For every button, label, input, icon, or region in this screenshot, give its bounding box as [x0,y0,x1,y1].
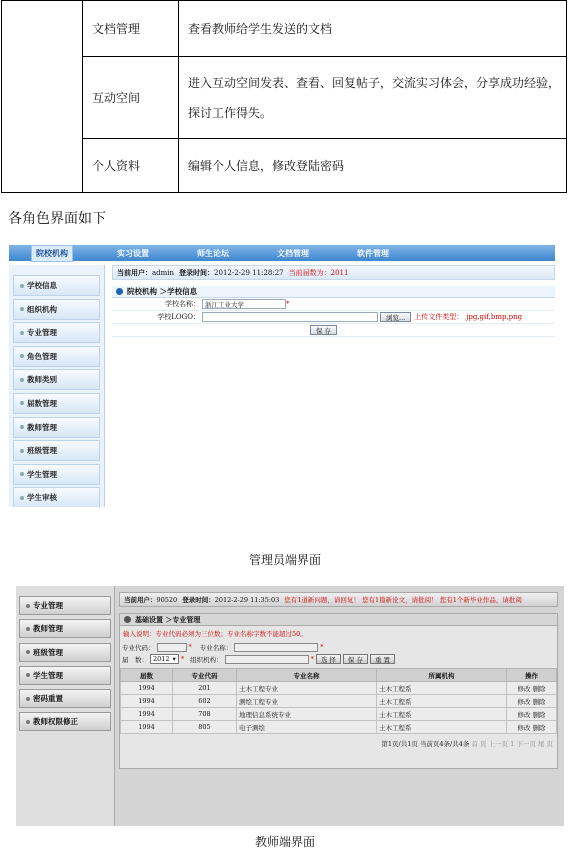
delete-link[interactable]: 删除 [532,723,546,732]
code-input[interactable] [157,643,187,652]
cell-org: 土木工程系 [377,695,507,708]
required-mark: * [286,300,290,308]
name-label: 专业名称： [199,643,233,652]
bullet-icon [20,284,24,288]
function-name: 互动空间 [83,57,179,139]
cell-session: 1994 [121,682,173,695]
col-session: 届数 [121,669,173,682]
sidebar-item-majors[interactable] [19,596,111,615]
cell-session: 1994 [121,721,173,734]
org-label: 组织机构： [190,655,223,664]
sidebar-item-label: 组织机构 [27,304,57,314]
teacher-caption: 教师端界面 [255,835,316,849]
table-header [121,669,557,682]
sidebar-item-password-reset[interactable] [19,689,111,708]
sidebar-item-label: 密码重置 [33,694,63,704]
nav-internship-settings[interactable]: 实习设置 [117,247,149,258]
form-row-school-name [112,298,555,311]
sidebar-item-teachers[interactable] [13,417,100,438]
table-row [121,721,557,734]
required-mark: * [188,643,192,651]
bullet-icon [26,604,30,608]
sidebar-item-classes[interactable] [13,440,100,461]
cell-name: 土木工程专业 [237,682,377,695]
input-note: 输入说明：专业代码必须为三位数；专业名称字数不能超过50。 [123,630,307,638]
table-row [2,139,567,193]
bullet-icon [20,472,24,476]
bullet-icon [20,401,24,405]
sidebar-item-label: 专业管理 [33,601,63,610]
cell-org: 土木工程系 [377,721,507,734]
admin-top-nav [9,245,555,261]
col-org: 所属机构 [377,669,507,682]
sidebar-item-students[interactable] [19,666,111,685]
sidebar-item-majors[interactable] [13,322,100,343]
admin-screenshot [9,245,555,507]
function-desc-cont: 探讨工作得失。 [188,105,273,120]
cell-name: 电子测绘 [237,721,377,734]
chevron-down-icon: ▾ [172,655,176,663]
user-label: 当前用户：90520 [124,596,178,604]
cell-name: 地理信息系统专业 [237,708,377,721]
table-row [2,1,567,57]
name-input[interactable] [234,643,318,652]
sidebar-item-label: 教师类别 [27,375,57,385]
cell-name: 测绘工程专业 [237,695,377,708]
major-management-panel [119,613,558,769]
function-desc: 进入互动空间发表、查看、回复帖子，交流实习体会，分享成功经验， [188,75,561,90]
table-row [121,695,557,708]
form-row-actions [112,324,555,337]
role-function-table [1,0,567,193]
required-mark: * [320,643,324,651]
cell-code: 805 [173,721,237,734]
nav-documents[interactable]: 文档管理 [277,247,309,258]
form-row-code-name [120,641,557,653]
teacher-main [119,592,558,826]
form-row-logo [112,311,555,324]
bullet-icon [20,331,24,335]
logo-file-input[interactable] [202,312,378,322]
function-desc-cell [179,57,567,139]
bullet-icon [26,720,30,724]
browse-button[interactable]: 浏览... [380,312,411,322]
sidebar-item-roles[interactable] [13,346,100,367]
major-table [120,668,557,734]
sidebar-item-sessions[interactable] [13,393,100,414]
login-time: 登录时间：2012-2-29 11:35:03 [182,596,280,604]
nav-forum[interactable]: 师生论坛 [197,247,229,258]
school-name-label: 学校名称： [165,300,200,308]
delete-link[interactable]: 删除 [532,710,546,719]
col-code: 专业代码 [173,669,237,682]
required-mark: * [180,655,185,663]
table-row [121,708,557,721]
cell-code: 201 [173,682,237,695]
nav-institution[interactable]: 院校机构 [31,245,73,262]
select-button[interactable]: 选 择 [316,654,341,664]
sidebar-item-student-review[interactable] [13,487,100,507]
sidebar-item-label: 教师权限修正 [33,717,78,727]
sidebar-item-label: 学生管理 [27,469,57,479]
teacher-screenshot [16,586,564,826]
function-desc: 查看教师给学生发送的文档 [179,1,567,57]
sidebar-item-teacher-category[interactable] [13,369,100,390]
sidebar-item-teacher-permissions[interactable] [19,712,111,731]
bullet-icon [26,627,30,631]
sidebar-item-label: 教师管理 [33,624,63,634]
pagination [120,734,557,753]
required-mark: * [310,655,314,663]
function-name: 个人资料 [83,139,179,193]
notice-text[interactable]: 您有1道新问题，请回复！ 您有1篇新论文，请批阅！ 您有1个新毕业作品，请批阅 [284,596,522,604]
sidebar-item-label: 届数管理 [27,398,57,408]
admin-main [112,265,555,507]
upload-types: jpg,gif,bmp,png [466,313,523,321]
bullet-icon [20,449,24,453]
table-row [2,57,567,139]
bullet-icon [20,378,24,382]
login-time: 登录时间：2012-2-29 11:28:27 [179,267,284,277]
delete-link[interactable]: 删除 [532,697,546,706]
sidebar-item-label: 学生审核 [27,493,57,503]
sidebar-item-label: 学校信息 [27,281,57,290]
sidebar-item-teachers[interactable] [19,619,111,638]
sidebar-item-organization[interactable] [13,299,100,320]
col-name: 专业名称 [237,669,377,682]
current-session: 当前届数为：2011 [288,268,349,277]
cell-org: 土木工程系 [377,708,507,721]
bullet-icon [116,288,123,295]
page-info: 第1页/共1页 当前页4条/共4条 [381,740,470,748]
sidebar-item-label: 角色管理 [27,351,57,361]
col-actions: 操作 [507,669,557,682]
session-select[interactable]: 2012 ▾ [150,654,179,664]
user-label: 当前用户：admin [117,267,175,277]
cell-code: 602 [173,695,237,708]
table-row [121,682,557,695]
logo-label: 学校LOGO： [157,313,200,321]
sidebar-item-label: 教师管理 [27,422,57,432]
cell-org: 土木工程系 [377,682,507,695]
function-desc: 编辑个人信息，修改登陆密码 [179,139,567,193]
bullet-icon [20,496,24,500]
delete-link[interactable]: 删除 [532,684,546,693]
sidebar-item-students[interactable] [13,464,100,485]
teacher-status-bar [119,592,558,607]
admin-caption: 管理员端界面 [249,553,322,567]
reset-button[interactable]: 重 置 [370,654,395,664]
page-links[interactable]: 首 页 上一页 1 下一页 尾 页 [471,740,553,748]
session-label: 届 数： [122,655,148,664]
admin-status-bar [112,265,555,280]
sidebar-item-label: 班级管理 [27,446,57,456]
cell-actions [507,721,557,734]
bullet-icon [20,425,24,429]
function-name: 文档管理 [83,1,179,57]
edit-link[interactable]: 修改 [517,684,531,693]
breadcrumb: 院校机构 ＞学校信息 [112,286,555,298]
sidebar-item-label: 班级管理 [33,647,63,657]
cell-actions [507,708,557,721]
bullet-icon [20,307,24,311]
sidebar-item-label: 学生管理 [33,670,63,680]
edit-link[interactable]: 修改 [517,697,531,706]
bullet-icon [26,697,30,701]
sidebar-item-classes[interactable] [19,643,111,662]
cell-actions [507,682,557,695]
code-label: 专业代码： [122,643,155,652]
breadcrumb: 基础设置 ＞专业管理 [120,614,557,626]
sidebar-item-school-info[interactable] [13,275,100,296]
cell-actions [507,695,557,708]
save-button[interactable]: 保 存 [310,325,337,335]
role-cell [2,1,83,193]
cell-session: 1994 [121,695,173,708]
cell-session: 1994 [121,708,173,721]
org-input[interactable] [225,655,309,664]
bullet-icon [26,673,30,677]
teacher-sidebar [16,586,115,826]
bullet-icon [20,354,24,358]
save-button[interactable]: 保 存 [343,654,368,664]
bullet-icon [26,650,30,654]
cell-code: 708 [173,708,237,721]
admin-sidebar [9,265,105,507]
section-intro: 各角色界面如下 [8,211,106,227]
nav-software[interactable]: 软件管理 [357,247,389,258]
edit-link[interactable]: 修改 [517,710,531,719]
edit-link[interactable]: 修改 [517,723,531,732]
form-row-session-org [120,653,557,665]
upload-hint: 上传文件类型： [414,313,464,321]
sidebar-item-label: 专业管理 [27,328,57,338]
school-name-input[interactable]: 浙江工业大学 [202,299,286,309]
bullet-icon [124,616,131,623]
